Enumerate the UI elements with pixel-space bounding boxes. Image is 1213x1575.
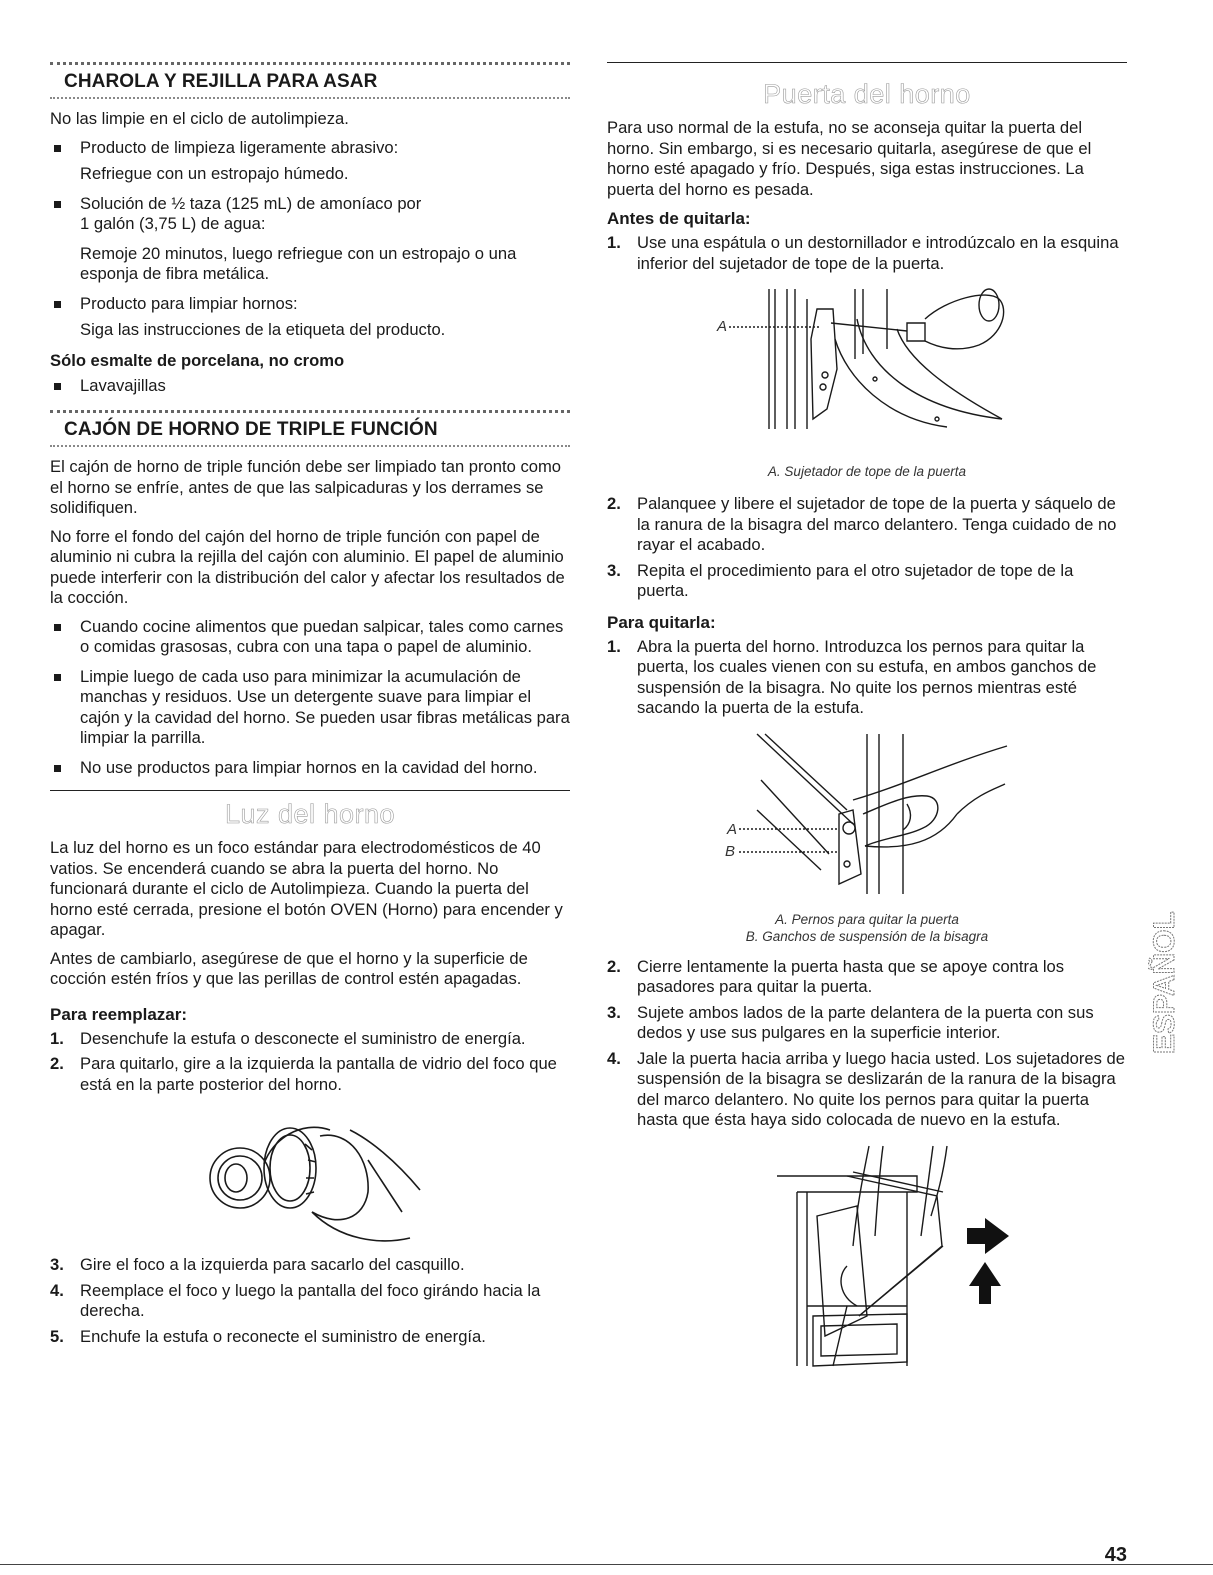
arrow-icons (967, 1218, 1009, 1304)
section-title-oven-door: Puerta del horno (763, 79, 971, 109)
step-item (607, 637, 1127, 719)
step-item (607, 1003, 1127, 1044)
step-text: Desenchufe la estufa o desconecte el suministro de energía. (80, 1028, 526, 1048)
section-title-drawer: CAJÓN DE HORNO DE TRIPLE FUNCIÓN (64, 419, 438, 440)
language-side-tab (1148, 818, 1184, 1058)
bullet-icon (54, 624, 61, 631)
list-item-text: Solución de ½ taza (125 mL) de amoníaco por (80, 193, 422, 213)
list-item-detail: Siga las instrucciones de la etiqueta del producto. (80, 320, 446, 339)
step-item (607, 1049, 1127, 1131)
list-item (50, 376, 570, 397)
side-tab-label: ESPAÑOL (1148, 911, 1181, 1054)
section-divider (50, 790, 570, 791)
list-item (50, 294, 570, 315)
section-title-oven-light: Luz del horno (224, 799, 396, 829)
bullet-icon (54, 201, 61, 208)
list-item (50, 667, 570, 749)
door-stop-illustration (607, 279, 1127, 454)
replace-subheading: Para reemplazar: (50, 1004, 188, 1024)
step-text: Use una espátula o un destornillador e introdúzcalo en la esquina inferior del sujetador de tope de la puerta. (637, 233, 1119, 273)
list-item-detail: Refriegue con un estropajo húmedo. (80, 164, 349, 183)
step-number: 3. (50, 1255, 64, 1274)
list-item (50, 138, 570, 159)
step-item (607, 494, 1127, 556)
list-item-text: No use productos para limpiar hornos en la cavidad del horno. (80, 757, 538, 777)
porcelain-subheading: Sólo esmalte de porcelana, no cromo (50, 350, 345, 370)
step-item (607, 957, 1127, 998)
list-item-detail: Remoje 20 minutos, luego refriegue con un estropajo o una esponja de fibra metálica. (80, 243, 517, 283)
list-item (50, 617, 570, 658)
section-divider (50, 410, 570, 413)
section-title-broiler: CHAROLA Y REJILLA PARA ASAR (64, 71, 378, 92)
bullet-icon (54, 765, 61, 772)
step-item (50, 1255, 570, 1276)
right-column (607, 62, 1127, 1381)
step-number: 1. (607, 636, 621, 656)
oven-light-paragraph: La luz del horno es un foco estándar para electrodomésticos de 40 vatios. Se encenderá cuando se abra la puerta del horno. No funcionará durante el ciclo de Autolimpieza. Cuando la puerta del horno esté cerrada, presione el botón OVEN (Horno) para encender y apagar. (50, 838, 563, 939)
step-number: 1. (50, 1028, 64, 1048)
step-text: Gire el foco a la izquierda para sacarlo del casquillo. (80, 1255, 465, 1274)
bullet-icon (54, 674, 61, 681)
list-item-text: Cuando cocine alimentos que puedan salpicar, tales como carnes o comidas grasosas, cubra con una tapa o papel de aluminio. (80, 616, 564, 656)
figure-label-a: A (717, 318, 728, 335)
broiler-intro: No las limpie en el ciclo de autolimpieza. (50, 109, 349, 128)
step-number: 2. (50, 1054, 64, 1073)
bullet-icon (54, 301, 61, 308)
list-item-text: Producto para limpiar hornos: (80, 293, 298, 313)
drawer-paragraph: No forre el fondo del cajón del horno de triple función con papel de aluminio ni cubra la rejilla del cajón con aluminio. El papel de aluminio puede interferir con la distribución del calor y afectar los resultados de la cocción. (50, 526, 565, 607)
figure-caption: A. Sujetador de tope de la puerta (767, 464, 967, 479)
oven-light-paragraph: Antes de cambiarlo, asegúrese de que el horno y la superficie de cocción estén fríos y que las perillas de control estén apagadas. (50, 948, 528, 988)
step-item (50, 1281, 570, 1322)
step-number: 5. (50, 1326, 64, 1346)
list-item-text: Producto de limpieza ligeramente abrasivo: (80, 137, 399, 157)
step-number: 1. (607, 233, 621, 252)
step-text: Reemplace el foco y luego la pantalla del foco girándo hacia la derecha. (80, 1280, 541, 1320)
step-text: Palanquee y libere el sujetador de tope de la puerta y sáquelo de la ranura de la bisagra del marco delantero. Tenga cuidado de no rayar el acabado. (637, 494, 1117, 554)
list-item (50, 758, 570, 779)
arrow-up-icon (969, 1262, 1001, 1304)
figure-label-b: B (725, 842, 736, 860)
step-item (50, 1327, 570, 1348)
step-text: Enchufe la estufa o reconecte el suministro de energía. (80, 1326, 486, 1346)
step-text: Sujete ambos lados de la parte delantera de la puerta con sus dedos y use sus pulgares en la superficie interior. (637, 1002, 1094, 1042)
step-text: Abra la puerta del horno. Introduzca los pernos para quitar la puerta, los cuales vienen con su estufa, en ambos ganchos de suspensión de la bisagra. No quite los pernos mientras esté sacando la puerta de la estufa. (637, 636, 1097, 717)
list-item-text: Limpie luego de cada uso para minimizar la acumulación de manchas y residuos. Use un detergente suave para limpiar el cajón y la cavidad del horno. Se pueden usar fibras metálicas para limpiar la parrilla. (80, 666, 570, 747)
left-column (50, 62, 570, 1352)
figure-caption: A. Pernos para quitar la puerta (775, 911, 959, 927)
list-item (50, 194, 570, 235)
hinge-pin-illustration (607, 724, 1127, 904)
step-number: 3. (607, 560, 621, 580)
step-text: Jale la puerta hacia arriba y luego hacia usted. Los sujetadores de suspensión de la bisagra se deslizarán de la ranura de la bisagra del marco delantero. No quite los pernos para quitar la puerta hasta que ésta haya sido colocada de nuevo en la estufa. (637, 1048, 1125, 1129)
removal-heading: Para quitarla: (607, 612, 716, 632)
step-item (607, 561, 1127, 602)
bulb-illustration (50, 1100, 570, 1250)
step-item (607, 233, 1127, 274)
figure-label-a: A (727, 820, 738, 838)
page-bottom-rule (0, 1564, 1213, 1565)
step-number: 4. (607, 1048, 621, 1068)
door-lift-illustration (607, 1136, 1127, 1376)
step-text: Repita el procedimiento para el otro sujetador de tope de la puerta. (637, 560, 1074, 600)
step-item (50, 1029, 570, 1050)
step-number: 3. (607, 1002, 621, 1022)
section-divider (50, 62, 570, 65)
step-number: 2. (607, 956, 621, 976)
door-intro: Para uso normal de la estufa, no se aconseja quitar la puerta del horno. Sin embargo, si es necesario quitarla, asegúrese de que el horno esté apagado y frío. Después, siga estas instrucciones. La puerta del horno es pesada. (607, 118, 1092, 199)
bullet-icon (54, 145, 61, 152)
section-divider (50, 97, 570, 99)
bullet-icon (54, 383, 61, 390)
drawer-paragraph: El cajón de horno de triple función debe ser limpiado tan pronto como el horno se enfríe, antes de que las salpicaduras y los derrames se solidifiquen. (50, 457, 562, 517)
step-text: Cierre lentamente la puerta hasta que se apoye contra los pasadores para quitar la puerta. (637, 956, 1065, 996)
step-number: 2. (607, 494, 621, 513)
step-item (50, 1054, 570, 1095)
page-number: 43 (1104, 1544, 1127, 1566)
list-item-text: Lavavajillas (80, 375, 166, 395)
step-text: Para quitarlo, gire a la izquierda la pantalla de vidrio del foco que está en la parte posterior del horno. (80, 1054, 557, 1094)
section-divider (50, 445, 570, 447)
figure-caption: B. Ganchos de suspensión de la bisagra (745, 928, 989, 944)
step-number: 4. (50, 1280, 64, 1300)
list-item-text: 1 galón (3,75 L) de agua: (80, 214, 266, 233)
before-removal-heading: Antes de quitarla: (607, 209, 751, 228)
section-divider (607, 62, 1127, 63)
arrow-right-icon (967, 1218, 1009, 1254)
